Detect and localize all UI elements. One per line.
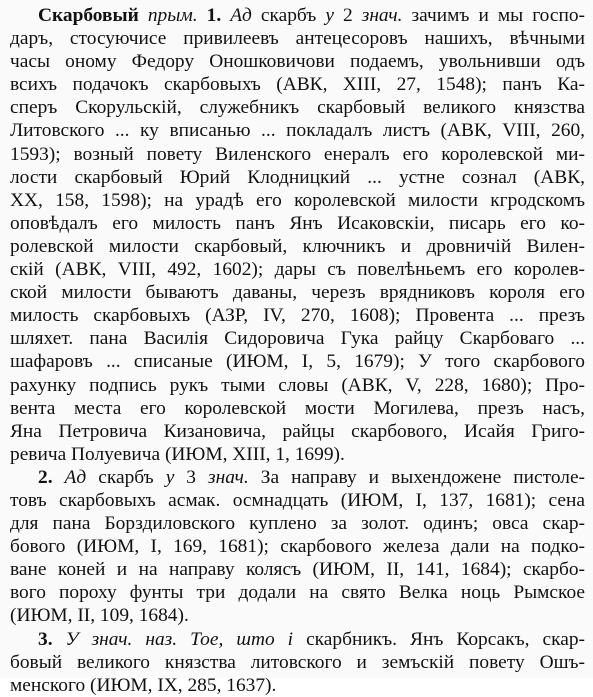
- text-run: менского (ИЮМ, IX, 285, 1637).: [10, 674, 277, 696]
- text-line: [10, 443, 585, 466]
- sense-3: [10, 628, 585, 697]
- text-line: [10, 212, 585, 235]
- text-run: 3: [174, 466, 209, 488]
- text-line: [10, 73, 585, 96]
- text-run: Яна Петровича Кизановича, райцы скарбового, Исайя Григо-: [10, 420, 585, 442]
- text-run: скарбникъ. Янъ Корсакъ, скар-: [293, 628, 585, 650]
- italic-run: Ад: [221, 5, 252, 26]
- text-line: [10, 304, 585, 327]
- text-run: За направу и выхендожене пистоле-: [248, 466, 585, 488]
- text-run: 2: [333, 5, 362, 26]
- bold-run: 1.: [206, 5, 222, 26]
- text-run: скарбъ: [251, 5, 326, 26]
- text-line: [10, 50, 585, 73]
- text-run: товъ скарбовыхъ асмак. осмнадцать (ИЮМ, I, 137, 1681); сена: [10, 489, 585, 511]
- text-run: оповѣдалъ его милость панъ Янъ Исаковскіи, писарь его ко-: [10, 212, 585, 234]
- text-line: [10, 258, 585, 281]
- italic-run: у: [325, 5, 334, 26]
- sense-2: [10, 466, 585, 628]
- text-line: [10, 466, 585, 489]
- text-line: [10, 558, 585, 581]
- italic-run: знач.: [361, 5, 403, 26]
- text-line: [10, 651, 585, 674]
- text-run: бового (ИЮМ, I, 169, 1681); скарбового железа дали на подко-: [10, 536, 585, 558]
- text-run: всихъ подачокъ скарбовыхъ (АВК, XIII, 27, 1548); панъ Ка-: [10, 74, 585, 96]
- text-run: ролевской милости скарбовый, ключникъ и дровничій Вилен-: [10, 235, 585, 257]
- bold-run: Скарбовый: [38, 5, 139, 26]
- text-line: [10, 4, 585, 27]
- italic-run: прым.: [138, 5, 198, 26]
- text-line: [10, 604, 585, 627]
- text-run: милость скарбовыхъ (АЗР, IV, 270, 1608); Провента ... презъ: [10, 305, 585, 327]
- text-run: (ИЮМ, II, 109, 1684).: [10, 605, 189, 627]
- text-run: ревича Полуевича (ИЮМ, XIII, 1, 1699).: [10, 443, 345, 465]
- text-line: [10, 420, 585, 443]
- text-run: шляхет. пана Василія Сидоровича Гука райцу Скарбоваго ...: [10, 328, 585, 350]
- text-line: [10, 397, 585, 420]
- text-run: бовый великого князства литовского и земъскій повету Ошъ-: [10, 651, 585, 673]
- text-line: [10, 628, 585, 651]
- bold-run: 2.: [38, 466, 53, 488]
- text-line: [10, 96, 585, 119]
- text-run: 1593); возный повету Виленского енералъ его королевской ми-: [10, 143, 585, 165]
- bold-run: 3.: [38, 628, 53, 650]
- text-line: [10, 235, 585, 258]
- text-run: XX, 158, 1598); на урадѣ его королевской милости кгродскомъ: [10, 189, 585, 211]
- italic-run: Ад: [52, 466, 87, 488]
- text-line: [10, 143, 585, 166]
- text-run: часы оному Федору Оношковичови подаемъ, увольнивши одъ: [10, 51, 585, 73]
- text-line: [10, 674, 585, 697]
- text-run: лости скарбовый Юрий Клодницкий ... устне сознал (АВК,: [10, 166, 585, 188]
- text-line: [10, 281, 585, 304]
- text-line: [10, 535, 585, 558]
- text-run: вого пороху фунты три додали на свято Велка ноць Рымское: [10, 582, 585, 604]
- text-run: ской милости бываютъ даваны, черезъ врядниковъ короля его: [10, 282, 585, 304]
- text-line: [10, 27, 585, 50]
- text-line: [10, 189, 585, 212]
- text-run: зачимъ и мы госпо-: [402, 5, 585, 26]
- text-run: вента места его королевской мости Могилева, презъ насъ,: [10, 397, 585, 419]
- text-run: рахунку подпись рукъ тыми словы (АВК, V, 228, 1680); Про-: [10, 374, 585, 396]
- text-line: [10, 489, 585, 512]
- text-line: [10, 581, 585, 604]
- text-line: [10, 512, 585, 535]
- text-line: [10, 119, 585, 142]
- sense-1: [10, 4, 585, 466]
- text-line: [10, 374, 585, 397]
- text-run: скій (АВК, VIII, 492, 1602); дары съ повелѣньемъ его королев-: [10, 259, 585, 281]
- text-line: [10, 166, 585, 189]
- dictionary-entry: [10, 4, 585, 697]
- text-run: скарбъ: [86, 466, 166, 488]
- text-run: сперъ Скорульскій, служебникъ скарбовый великого князства: [10, 97, 585, 119]
- italic-run: знач.: [208, 466, 249, 488]
- text-run: шафаровъ ... списаные (ИЮМ, I, 5, 1679); У того скарбового: [10, 351, 585, 373]
- italic-run: у: [165, 466, 175, 488]
- text-run: ване коней и на направу колясъ (ИЮМ, II, 141, 1684); скарбо-: [10, 559, 585, 581]
- text-line: [10, 350, 585, 373]
- text-line: [10, 327, 585, 350]
- text-run: для пана Борздиловского куплено за золот. одинъ; овса скар-: [10, 513, 585, 535]
- text-run: [198, 5, 207, 26]
- text-run: Литовского ... ку вписанью ... покладалъ листъ (АВК, VIII, 260,: [10, 120, 585, 142]
- text-run: даръ, стосуючисе привилеевъ антецесоровъ нашихъ, вѣчными: [10, 28, 585, 50]
- italic-run: У знач. наз. Тое, што і: [52, 628, 294, 650]
